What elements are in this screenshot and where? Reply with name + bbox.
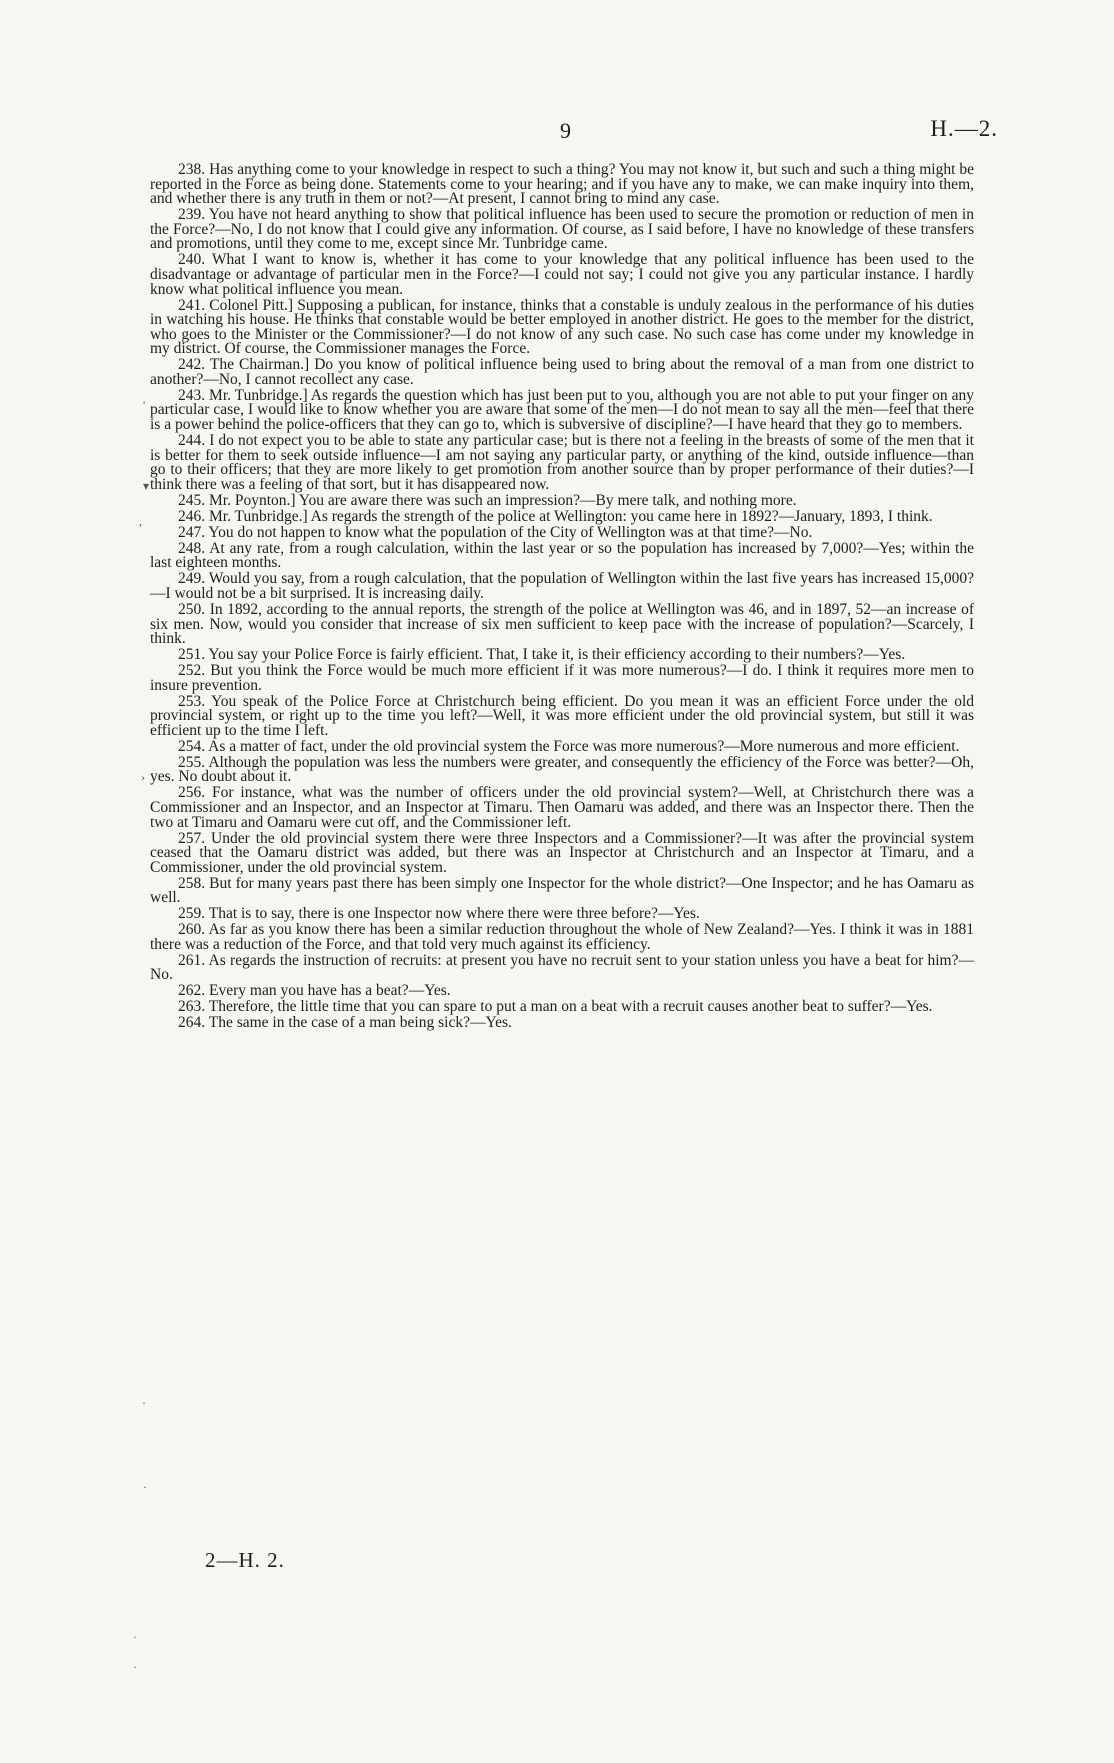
paragraph-247: 247. You do not happen to know what the population of the City of Wellington was at that time?—No. <box>178 523 813 541</box>
margin-mark-260: · <box>142 1396 146 1410</box>
paragraph-250: 250. In 1892, according to the annual reports, the strength of the police at Wellington was 46, and in 1897, 52—an increase of six men. Now, would you consider that increase of six men sufficient to keep pace with the increase of population?—Scarcely, I think. <box>150 600 974 648</box>
margin-mark-241: ' <box>143 398 146 412</box>
paragraph-240: 240. What I want to know is, whether it has come to your knowledge that any political influence has been used to the disadvantage or advantage of particular men in the Force?—I could not say; I could not give you any particular instance. I hardly know what political influence you mean. <box>150 251 974 298</box>
paragraph-252: 252. But you think the Force would be much more efficient if it was more numerous?—I do. I think it requires more men to insure prevention. <box>150 662 974 694</box>
margin-mark-243: , <box>139 514 142 528</box>
page-signature: 2—H. 2. <box>205 1548 285 1572</box>
paragraph-259: 259. That is to say, there is one Inspector now where there were three before?—Yes. <box>178 905 700 923</box>
paragraph-238: 238. Has anything come to your knowledge in respect to such a thing? You may not know it, but such and such a thing might be reported in the Force as being done. Statements come to your hearing; and if you have any to make, we can make inquiry into them, and whether there is any truth in them or not?—At present, I cannot bring to mind any case. <box>150 161 974 208</box>
paragraph-261: 261. As regards the instruction of recruits: at present you have no recruit sent to your station unless you have a beat for him?—No. <box>150 951 974 984</box>
paragraph-264: 264. The same in the case of a man being sick?—Yes. <box>178 1014 512 1032</box>
stray-dot-bottom-2: · <box>133 1660 137 1674</box>
page-number: 9 <box>560 118 571 143</box>
paragraph-256: 256. For instance, what was the number of officers under the old provincial system?—Well, at Christchurch there was a Commissioner and an Inspector, and an Inspector at Timaru. Then Oamaru was added, and there was an Inspector there. Then the two at Timaru and Oamaru were cut off, and the Commissioner left. <box>150 784 974 831</box>
paragraph-249: 249. Would you say, from a rough calculation, that the population of Wellington within the last five years has increased 15,000?—I would not be a bit surprised. It is increasing daily. <box>150 570 974 602</box>
paragraph-258: 258. But for many years past there has been simply one Inspector for the whole district?—One Inspector; and he has Oamaru as well. <box>150 874 974 907</box>
paragraph-242: 242. The Chairman.] Do you know of political influence being used to bring about the removal of a man from one district to another?—No, I cannot recollect any case. <box>150 356 974 388</box>
paragraph-245: 245. Mr. Poynton.] You are aware there was such an impression?—By mere talk, and nothing more. <box>178 491 797 509</box>
paragraph-251: 251. You say your Police Force is fairly efficient. That, I take it, is their efficiency according to their numbers?—Yes. <box>178 646 906 664</box>
document-body <box>150 163 974 1032</box>
paragraph-244: 244. I do not expect you to be able to state any particular case; but is there not a feeling in the breasts of some of the men that it is better for them to seek outside influence—I am not saying any particular party, or anything of the kind, outside influence—than go to their officers; that they are more likely to get promotion from another source than by proper performance of their duties?—I think there was a feeling of that sort, but it has disappeared now. <box>150 432 974 493</box>
document-reference: H.—2. <box>930 116 998 141</box>
paragraph-254: 254. As a matter of fact, under the old provincial system the Force was more numerous?—More numerous and more efficient. <box>178 737 960 755</box>
stray-dot-bottom-1: · <box>133 1630 137 1644</box>
paragraph-253: 253. You speak of the Police Force at Christchurch being efficient. Do you mean it was an efficient Force under the old provincial system, or right up to the time you left?—Well, it was more efficient under the old provincial system, but still it was efficient up to the time I left. <box>150 692 974 739</box>
paragraph-255: 255. Although the population was less the numbers were greater, and consequently the efficiency of the Force was better?—Oh, yes. No doubt about it. <box>150 753 974 786</box>
paragraph-260: 260. As far as you know there has been a similar reduction throughout the whole of New Zealand?—Yes. I think it was in 1881 there was a reduction of the Force, and that told very much against its efficiency. <box>150 921 974 953</box>
paragraph-257: 257. Under the old provincial system there were three Inspectors and a Commissioner?—It was after the provincial system ceased that the Oamaru district was added, but there was an Inspector at Christchurch and an Inspector at Timaru, and a Commissioner, under the old provincial system. <box>150 829 974 876</box>
paragraph-248: 248. At any rate, from a rough calculation, within the last year or so the population has increased by 7,000?—Yes; within the last eighteen months. <box>150 539 974 572</box>
paragraph-263: 263. Therefore, the little time that you can spare to put a man on a beat with a recruit causes another beat to suffer?—Yes. <box>178 998 933 1016</box>
paragraph-262: 262. Every man you have has a beat?—Yes. <box>178 982 451 1000</box>
margin-mark-262: · <box>143 1480 147 1494</box>
paragraph-239: 239. You have not heard anything to show that political influence has been used to secure the promotion or reduction of men in the Force?—No, I do not know that I could give any information. Of course, as I said before, I have no knowledge of these transfers and promotions, until they come to me, except since Mr. Tunbridge came. <box>150 206 974 253</box>
paragraph-241: 241. Colonel Pitt.] Supposing a publican, for instance, thinks that a constable is unduly zealous in the performance of his duties in watching his house. He thinks that constable would be better employed in another district. He goes to the member for the district, who goes to the Minister or the Commissioner?—I do not know of any such case. No such case has come under my knowledge in my district. Of course, the Commissioner manages the Force. <box>150 296 974 358</box>
paragraph-246: 246. Mr. Tunbridge.] As regards the strength of the police at Wellington: you came here in 1892?—January, 1893, I think. <box>178 507 933 525</box>
paragraph-243: 243. Mr. Tunbridge.] As regards the question which has just been put to you, although you are not able to put your finger on any particular case, I would like to know whether you are aware that some of the men—I do not mean to say all the men—feel that there is a power behind the police-officers that they can go to, which is subversive of discipline?—I have heard that they go to members. <box>150 386 974 434</box>
margin-mark-242: ▾ <box>143 479 150 493</box>
margin-mark-246: › <box>141 770 145 784</box>
